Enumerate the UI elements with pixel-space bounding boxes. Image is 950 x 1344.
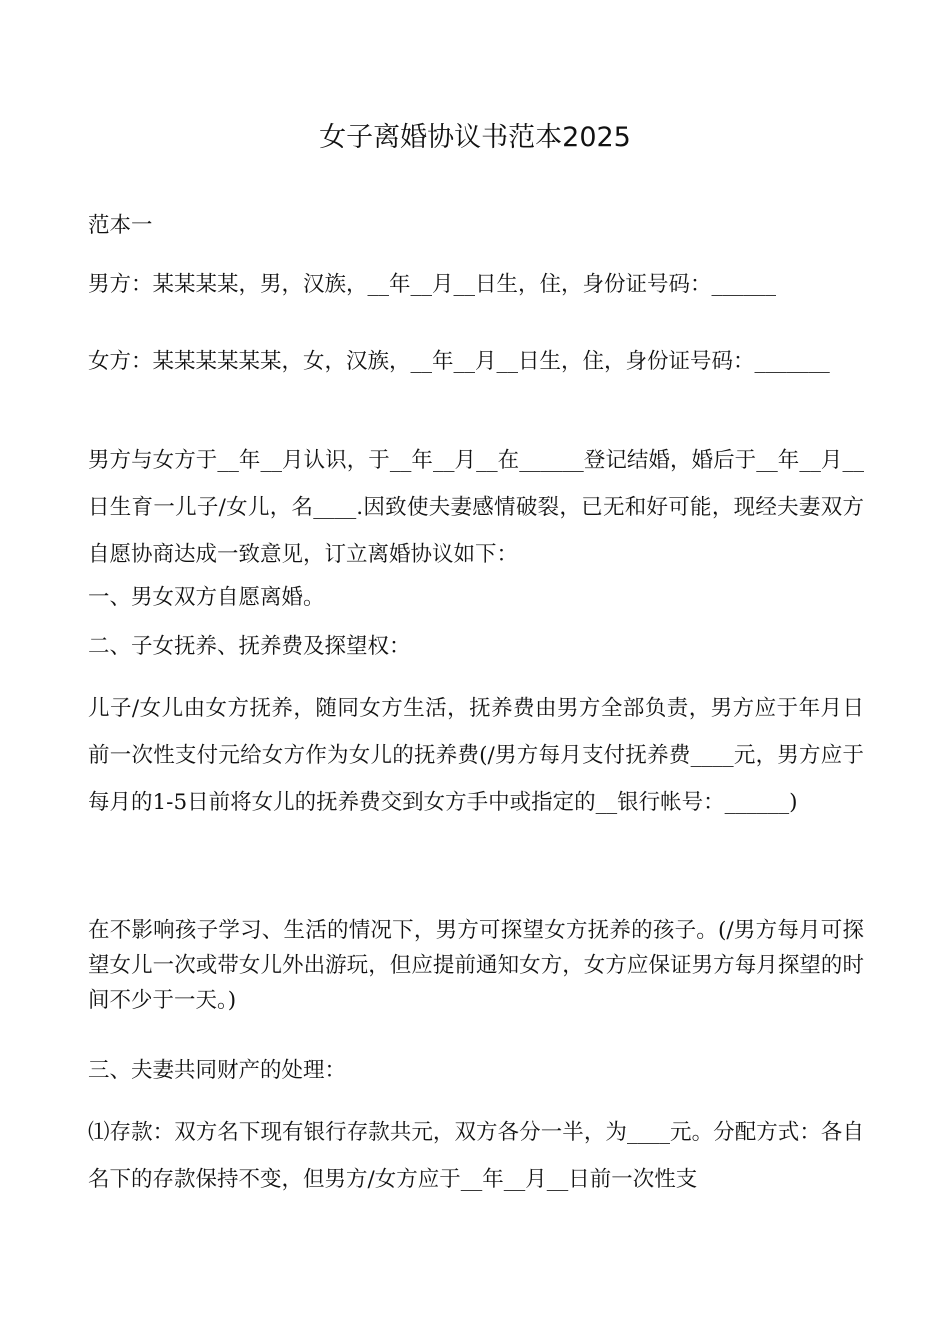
- paragraph-male-party: 男方：某某某某，男，汉族，__年__月__日生，住，身份证号码：______: [88, 272, 777, 297]
- clause-two-heading: 二、子女抚养、抚养费及探望权：: [88, 634, 411, 659]
- clause-three-heading: 三、夫妻共同财产的处理：: [88, 1058, 347, 1083]
- section-heading-sample-one: 范本一: [88, 213, 153, 238]
- paragraph-visitation: 在不影响孩子学习、生活的情况下，男方可探望女方抚养的孩子。(/男方每月可探望女儿一次或带女儿外出游玩，但应提前通知女方，女方应保证男方每月探望的时间不少于一天。): [88, 918, 864, 1013]
- clause-one: 一、男女双方自愿离婚。: [88, 585, 325, 610]
- paragraph-female-party: 女方：某某某某某某，女，汉族，__年__月__日生，住，身份证号码：_______: [88, 349, 830, 374]
- document-title: 女子离婚协议书范本2025: [319, 122, 631, 153]
- paragraph-deposits: ⑴存款：双方名下现有银行存款共元，双方各分一半，为____元。分配方式：各自名下的存款保持不变，但男方/女方应于__年__月__日前一次性支: [88, 1120, 864, 1192]
- paragraph-marriage-background: 男方与女方于__年__月认识，于__年__月__在______登记结婚，婚后于__年__月__日生育一儿子/女儿，名____.因致使夫妻感情破裂，已无和好可能，现经夫妻双方自愿协商达成一致意见，订立离婚协议如下：: [88, 448, 864, 567]
- paragraph-child-support: 儿子/女儿由女方抚养，随同女方生活，抚养费由男方全部负责，男方应于年月日前一次性支付元给女方作为女儿的抚养费(/男方每月支付抚养费____元，男方应于每月的1-5日前将女儿的抚养费交到女方手中或指定的__银行帐号：______): [88, 696, 864, 815]
